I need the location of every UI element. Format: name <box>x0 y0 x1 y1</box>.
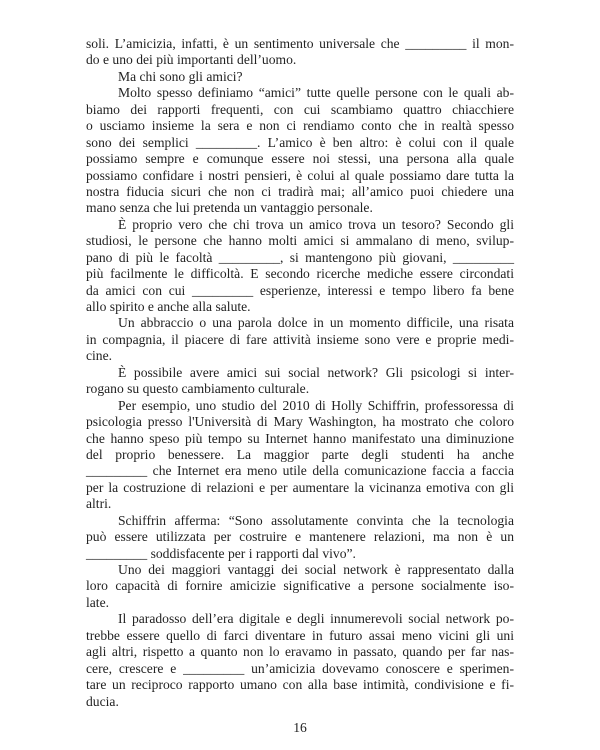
text-line: possiamo confidare i nostri pensieri, è colui al quale possiamo dare tutta la <box>86 167 514 183</box>
text-line: È possibile avere amici sui social network? Gli psicologi si inter- <box>118 364 514 380</box>
text-line: cere, crescere e _________ un’amicizia dovevamo conoscere e sperimen- <box>86 660 514 676</box>
text-line: mano senza che lui pretenda un vantaggio personale. <box>86 200 373 216</box>
text-line: possiamo sempre e comunque essere noi stessi, una persona alla quale <box>86 151 514 167</box>
page-number: 16 <box>293 720 307 735</box>
text-line: _________ che Internet era meno utile della comunicazione faccia a faccia <box>86 463 514 479</box>
text-line: loro capacità di fornire amicizie significative a persone socialmente iso- <box>86 578 514 594</box>
text-line: cine. <box>86 348 113 364</box>
text-line: più facilmente le difficoltà. E secondo ricerche mediche essere circondati <box>86 266 514 282</box>
text-line: pano di più le facoltà _________, si mantengono più giovani, _________ <box>86 249 514 265</box>
body-text <box>86 36 514 710</box>
text-line: _________ soddisfacente per i rapporti dal vivo”. <box>86 545 356 561</box>
text-line: Il paradosso dell’era digitale e degli innumerevoli social network po- <box>118 611 514 627</box>
text-line: Ma chi sono gli amici? <box>118 68 243 84</box>
text-line: nostra fiducia sicuri che non ci tradirà mai; all’amico puoi chiedere una <box>86 183 514 199</box>
text-line: Schiffrin afferma: “Sono assolutamente convinta che la tecnologia <box>118 512 514 528</box>
text-line: da amici con cui _________ esperienze, interessi e tempo libero fa bene <box>86 282 514 298</box>
text-line: Molto spesso definiamo “amici” tutte quelle persone con le quali ab- <box>118 85 514 101</box>
text-line: sono dei semplici _________. L’amico è ben altro: è colui con il quale <box>86 134 514 150</box>
text-line: Per esempio, uno studio del 2010 di Holly Schiffrin, professoressa di <box>118 397 514 413</box>
text-line: biamo dei rapporti frequenti, con cui scambiamo quattro chiacchiere <box>86 101 514 117</box>
text-line: Uno dei maggiori vantaggi dei social network è rappresentato dalla <box>118 562 514 577</box>
text-line: studiosi, le persone che hanno molti amici si ammalano di meno, svilup- <box>86 233 514 249</box>
text-line: in compagnia, il piacere di fare attività insieme sono vere e proprie medi- <box>86 331 514 347</box>
text-line: soli. L’amicizia, infatti, è un sentimento universale che _________ il mon- <box>86 36 514 51</box>
text-line: tare un reciproco rapporto umano con alla base intimità, condivisione e fi- <box>86 677 514 693</box>
text-line: che hanno speso più tempo su Internet hanno manifestato una diminuzione <box>86 430 514 446</box>
text-line: per la costruzione di relazioni e per aumentare la vicinanza emotiva con gli <box>86 479 514 495</box>
text-line: agli altri, rispetto a quanto non lo eravamo in passato, quando per far nas- <box>86 644 514 660</box>
text-line: del proprio benessere. La maggior parte degli studenti ha anche <box>86 446 514 462</box>
text-line: È proprio vero che chi trova un amico trova un tesoro? Secondo gli <box>118 216 514 232</box>
text-line: trebbe essere quello di farci diventare in futuro assai meno vicini gli uni <box>86 627 514 643</box>
text-line: altri. <box>86 496 112 512</box>
text-line: può essere utilizzata per costruire e mantenere relazioni, ma non è un <box>86 529 514 545</box>
text-line: do e uno dei più importanti dell’uomo. <box>86 52 297 68</box>
text-line: rogano su questo cambiamento culturale. <box>86 381 310 397</box>
text-line: psicologia presso l'Università di Mary Washington, ha mostrato che coloro <box>86 414 514 430</box>
text-line: o usciamo insieme la sera e non ci rendiamo conto che in realtà spesso <box>86 118 514 134</box>
text-line: late. <box>86 594 110 610</box>
text-line: ducia. <box>86 693 119 709</box>
text-line: Un abbraccio o una parola dolce in un momento difficile, una risata <box>118 315 514 331</box>
text-line: allo spirito e anche alla salute. <box>86 299 251 314</box>
